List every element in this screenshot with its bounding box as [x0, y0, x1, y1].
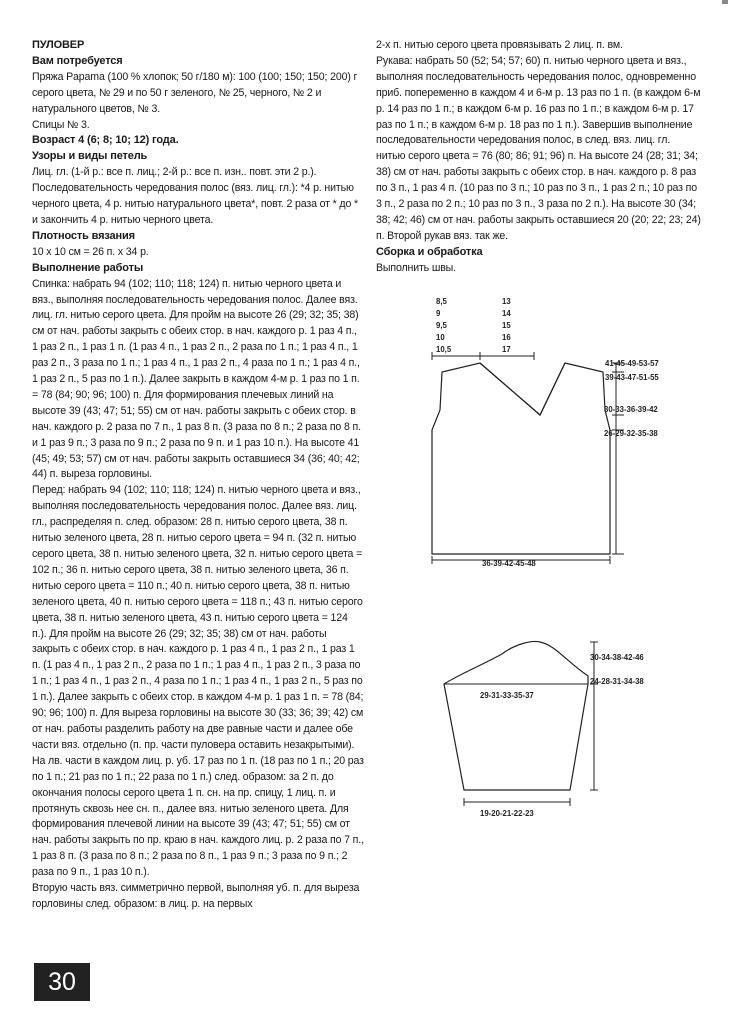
neck-left-label: 9 [436, 309, 441, 318]
paragraph: 2-х п. нитью серого цвета провязывать 2 лиц. п. вм. [376, 39, 623, 51]
neck-right-label: 15 [502, 321, 511, 330]
section-heading: Плотность вязания [32, 229, 135, 242]
neck-left-labels [436, 297, 452, 354]
height-neck-label: 30-33-36-39-42 [604, 405, 658, 414]
paragraph: 10 x 10 см = 26 п. x 34 р. [32, 245, 149, 258]
neck-right-labels [502, 297, 511, 354]
paragraph: Перед: набрать 94 (102; 110; 118; 124) п. нитью черного цвета и вяз., выполняя последовательность чередования полос. Далее вяз. лиц. гл., распределяя п. след. образом: 28 п. нитью серого цвета, 38 п. нитью зеленого цвета, 28 п. нитью серого цвета = 94 п. (32 п. нитью серого цвета, 38 п. нитью зеленого цвета, 32 п. нитью серого цвета = 102 п.; 36 п. нитью серого цвета, 38 п. нитью зеленого цвета, 36 п. нитью серого цвета = 110 п.; 40 п. нитью серого цвета, 38 п. нитью зеленого цвета, 40 п. нитью серого цвета = 118 п.; 43 п. нитью серого цвета, 38 п. нитью зеленого цвета, 43 п. нитью серого цвета = 124 п.). Для пройм на высоте 26 (29; 32; 35; 38) см от нач. работы закрыть с обеих стор. в нач. каждого р. 1 раз 4 п., 1 раз 2 п., 1 раз 1 п. (1 раз 4 п., 1 раз 2 п., 2 раза по 1 п.; 1 раз 4 п., 1 раз 2 п., 3 раза по 1 п.; 1 раз 4 п., 1 раз 2 п., 4 раза по 1 п.; 1 раз 4 п., 1 раз 2 п., 5 раз по 1 п.). Далее закрыть с обеих стор. в каждом 4-м р. 1 раз 1 п. = 78 (84; 90; 96; 100) п. Для выреза горловины на высоте 30 (33; 36; 39; 42) см от нач. работы разделить работу на две равные части и далее обе части вяз. отдельно (п. пр. части пуловера оставить незакрытыми). На лв. части в каждом лиц. р. уб. 17 раз по 1 п. (18 раз по 1 п.; 20 раз по 1 п.; 21 раз по 1 п.; 22 раза по 1 п.) след. образом: за 2 п. до окончания полосы серого цвета 1 п. сн. на пр. спицу, 1 лиц. п. и протянуть сквозь нее сн. п., далее вяз. нитью зеленого цвета. Для формирования плечевой линии на высоте 39 (43; 47; 51; 55) см от нач. работы закрыть по пр. краю в нач. каждого лиц. р. 2 раза по 7 п., 1 раз 8 п. (3 раза по 8 п.; 2 раза по 8 п., 1 раз 9 п.; 3 раза по 9 п.; 2 раза по 9 п., 1 раз 10 п.). [32, 484, 364, 879]
left-column [32, 38, 364, 913]
neck-v [480, 363, 565, 415]
body-schematic [410, 290, 710, 580]
height-armhole-label: 26-29-32-35-38 [604, 429, 658, 438]
neck-left-label: 9,5 [436, 321, 447, 330]
sleeve-schematic [420, 640, 720, 830]
neck-right-label: 16 [502, 333, 511, 342]
neck-right-label: 14 [502, 309, 511, 318]
corner-mark [722, 0, 728, 4]
section-heading: Сборка и обработка [376, 245, 483, 258]
body-outline [432, 363, 610, 554]
width-label: 36-39-42-45-48 [482, 559, 536, 568]
sleeve-bottom-width-label: 19-20-21-22-23 [480, 809, 534, 818]
sleeve-top-width-label: 29-31-33-35-37 [480, 691, 534, 700]
section-heading: Узоры и виды петель [32, 150, 148, 163]
section-heading: Выполнение работы [32, 261, 144, 274]
section-heading: ПУЛОВЕР [32, 39, 85, 51]
paragraph: Рукава: набрать 50 (52; 54; 57; 60) п. нитью черного цвета и вяз., выполняя последовательность чередования полос, одновременно приб. попеременно в каждом 4 и 6-м р. 13 раз по 1 п. (в каждом 6-м р. 14 раз по 1 п.; в каждом 6-м р. 16 раз по 1 п.; в каждом 6-м р. 17 раз по 1 п.; в каждом 6-м р. 18 раз по 1 п.). Завершив выполнение последовательности чередования полос, в след. вяз. лиц. гл. нитью серого цвета = 76 (80; 86; 91; 96) п. На высоте 24 (28; 31; 34; 38) см от нач. работы закрыть с обеих стор. в нач. каждого р. 8 раз по 3 п., 1 раз 4 п. (10 раз по 3 п.; 10 раз по 3 п., 1 раз 2 п.; 10 раз по 3 п., 2 раза по 2 п.; 10 раз по 3 п., 3 раза по 2 п.). На высоте 30 (34; 38; 42; 46) см от нач. работы закрыть оставшиеся 20 (20; 22; 23; 24) п. Второй рукав вяз. так же. [376, 54, 701, 242]
paragraph: Лиц. гл. (1-й р.: все п. лиц.; 2-й р.: все п. изн.. повт. эти 2 р.). Последовательность чередования полос (вяз. лиц. гл.): *4 р. нитью черного цвета, 4 р. нитью натурального цвета*, повт. 2 раза от * до * и закончить 4 р. нитью черного цвета. [32, 166, 358, 226]
height-shoulder-label: 39-43-47-51-55 [605, 373, 659, 382]
page-number: 30 [34, 963, 90, 1001]
neck-left-label: 8,5 [436, 297, 447, 306]
neck-right-label: 17 [502, 345, 511, 354]
section-heading: Возраст 4 (6; 8; 10; 12) года. [32, 134, 179, 147]
section-heading: Вам потребуется [32, 54, 123, 67]
neck-left-label: 10 [436, 333, 445, 342]
paragraph: Спицы № 3. [32, 118, 90, 131]
right-column [376, 38, 702, 277]
sleeve-height-cap-label: 24-28-31-34-38 [590, 677, 644, 686]
paragraph: Спинка: набрать 94 (102; 110; 118; 124) п. нитью черного цвета и вяз., выполняя последовательность чередования полос. Далее вяз. лиц. гл. нитью серого цвета. Для пройм на высоте 26 (29; 32; 35; 38) см от нач. работы закрыть с обеих стор. в нач. каждого р. 1 раз 4 п., 1 раз 2 п., 1 раз 1 п. (1 раз 4 п., 1 раз 2 п., 2 раза по 1 п.; 1 раз 4 п., 1 раз 2 п., 3 раза по 1 п.; 1 раз 4 п., 1 раз 2 п., 4 раза по 1 п.; 1 раз 4 п., 1 раз 2 п., 5 раз по 1 п.). Далее закрыть в каждом 4-м р. 1 раз по 1 п. = 78 (84; 90; 96; 100) п. Для формирования плечевых линий на высоте 39 (43; 47; 51; 55) см от нач. работы закрыть с обеих стор. в нач. каждого р. 2 раза по 7 п., 1 раз 8 п. (3 раза по 8 п.; 2 раза по 8 п. и 1 раз 9 п.; 3 раза по 9 п.; 2 раза по 9 п. и 1 раз 10 п.). На высоте 41 (45; 49; 53; 57) см от нач. работы закрыть оставшиеся 34 (36; 40; 42; 44) п. выреза горловины. [32, 277, 361, 481]
paragraph: Выполнить швы. [376, 261, 456, 274]
height-total-label: 41-45-49-53-57 [605, 359, 659, 368]
paragraph: Пряжа Papama (100 % хлопок; 50 г/180 м): 100 (100; 150; 150; 200) г серого цвета, № 29 и по 50 г зеленого, № 25, черного, № 2 и натурального цветов, № 3. [32, 70, 358, 115]
sleeve-outline [444, 642, 588, 791]
neck-left-label: 10,5 [436, 345, 452, 354]
paragraph: Вторую часть вяз. симметрично первой, выполняя уб. п. для выреза горловины след. образом: в лиц. р. на первых [32, 882, 360, 910]
neck-right-label: 13 [502, 297, 511, 306]
sleeve-height-total-label: 30-34-38-42-46 [590, 653, 644, 662]
